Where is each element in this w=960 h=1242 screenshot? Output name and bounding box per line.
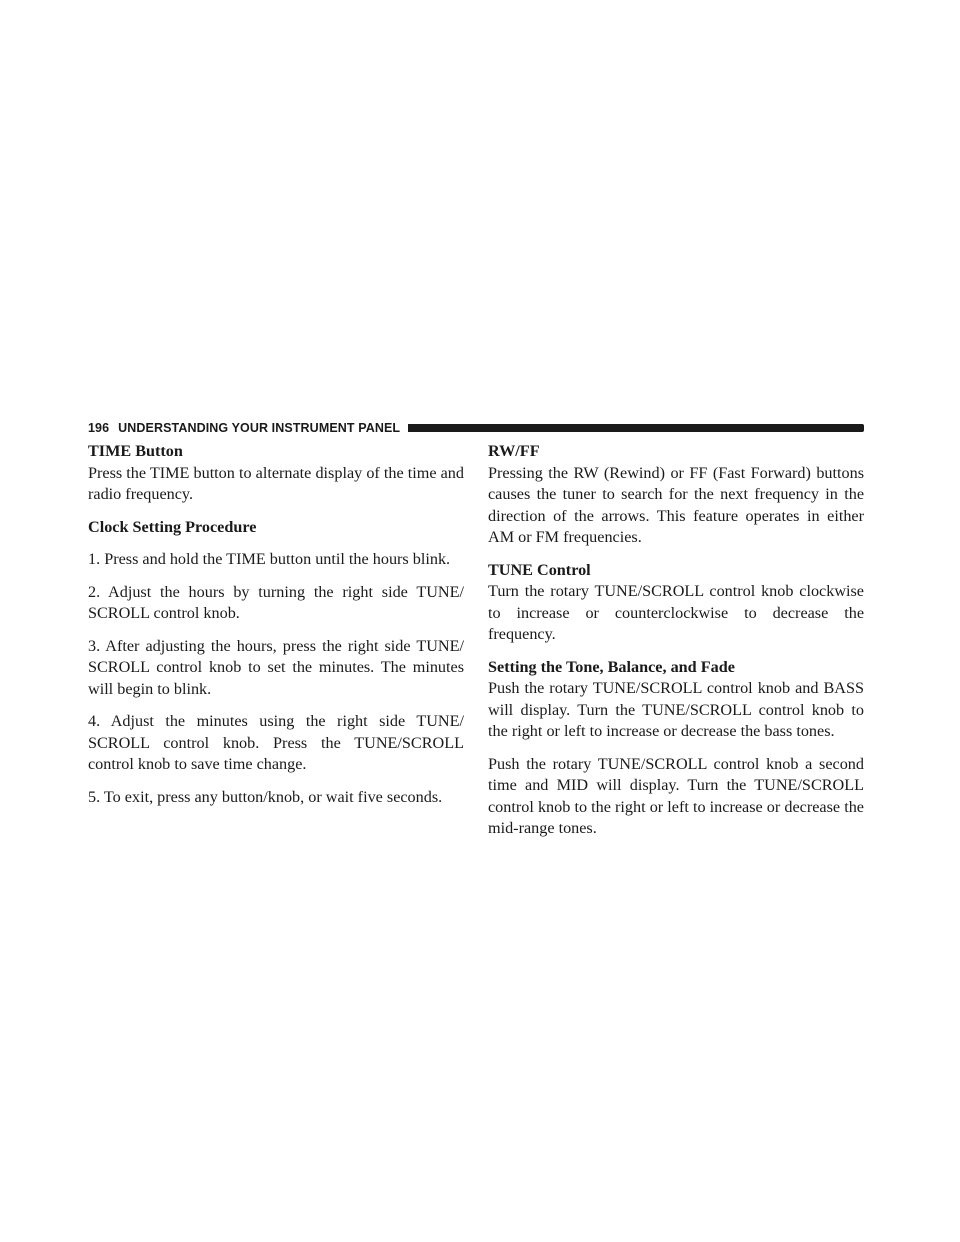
header-rule — [408, 424, 864, 432]
clock-step-4: 4. Adjust the minutes using the right side TUNE/ SCROLL control knob. Press the TUNE/SCROLL control knob to save time change. — [88, 712, 464, 773]
time-button-heading: TIME Button — [88, 442, 183, 460]
tone-body-mid: Push the rotary TUNE/SCROLL control knob a second time and MID will display. Turn the TUNE/SCROLL control knob to the right or left to increase or decrease the mid-range tones. — [488, 754, 864, 837]
clock-step-5: 5. To exit, press any button/knob, or wait five seconds. — [88, 787, 443, 806]
tune-control-body: Turn the rotary TUNE/SCROLL control knob clockwise to increase or counterclockwise to decrease the frequency. — [488, 582, 864, 643]
left-column — [88, 441, 464, 819]
rwff-body: Pressing the RW (Rewind) or FF (Fast Forward) buttons causes the tuner to search for the next frequency in the direction of the arrows. This feature operates in either AM or FM frequencies. — [488, 463, 864, 546]
clock-setting-heading: Clock Setting Procedure — [88, 517, 257, 536]
clock-step-1: 1. Press and hold the TIME button until the hours blink. — [88, 550, 451, 568]
page-number: 196 — [88, 421, 110, 435]
tone-body-bass: Push the rotary TUNE/SCROLL control knob and BASS will display. Turn the TUNE/SCROLL control knob to the right or left to increase or decrease the bass tones. — [488, 679, 864, 740]
clock-step-2: 2. Adjust the hours by turning the right side TUNE/ SCROLL control knob. — [88, 582, 464, 622]
time-button-body: Press the TIME button to alternate display of the time and radio frequency. — [88, 463, 464, 503]
clock-step-3: 3. After adjusting the hours, press the right side TUNE/ SCROLL control knob to set the minutes. The minutes will begin to blink. — [88, 636, 464, 698]
tone-heading: Setting the Tone, Balance, and Fade — [488, 657, 735, 676]
rwff-heading: RW/FF — [488, 442, 540, 460]
section-title: UNDERSTANDING YOUR INSTRUMENT PANEL — [118, 421, 401, 435]
page-header — [88, 420, 864, 436]
right-column — [488, 441, 864, 851]
tune-control-heading: TUNE Control — [488, 560, 591, 579]
